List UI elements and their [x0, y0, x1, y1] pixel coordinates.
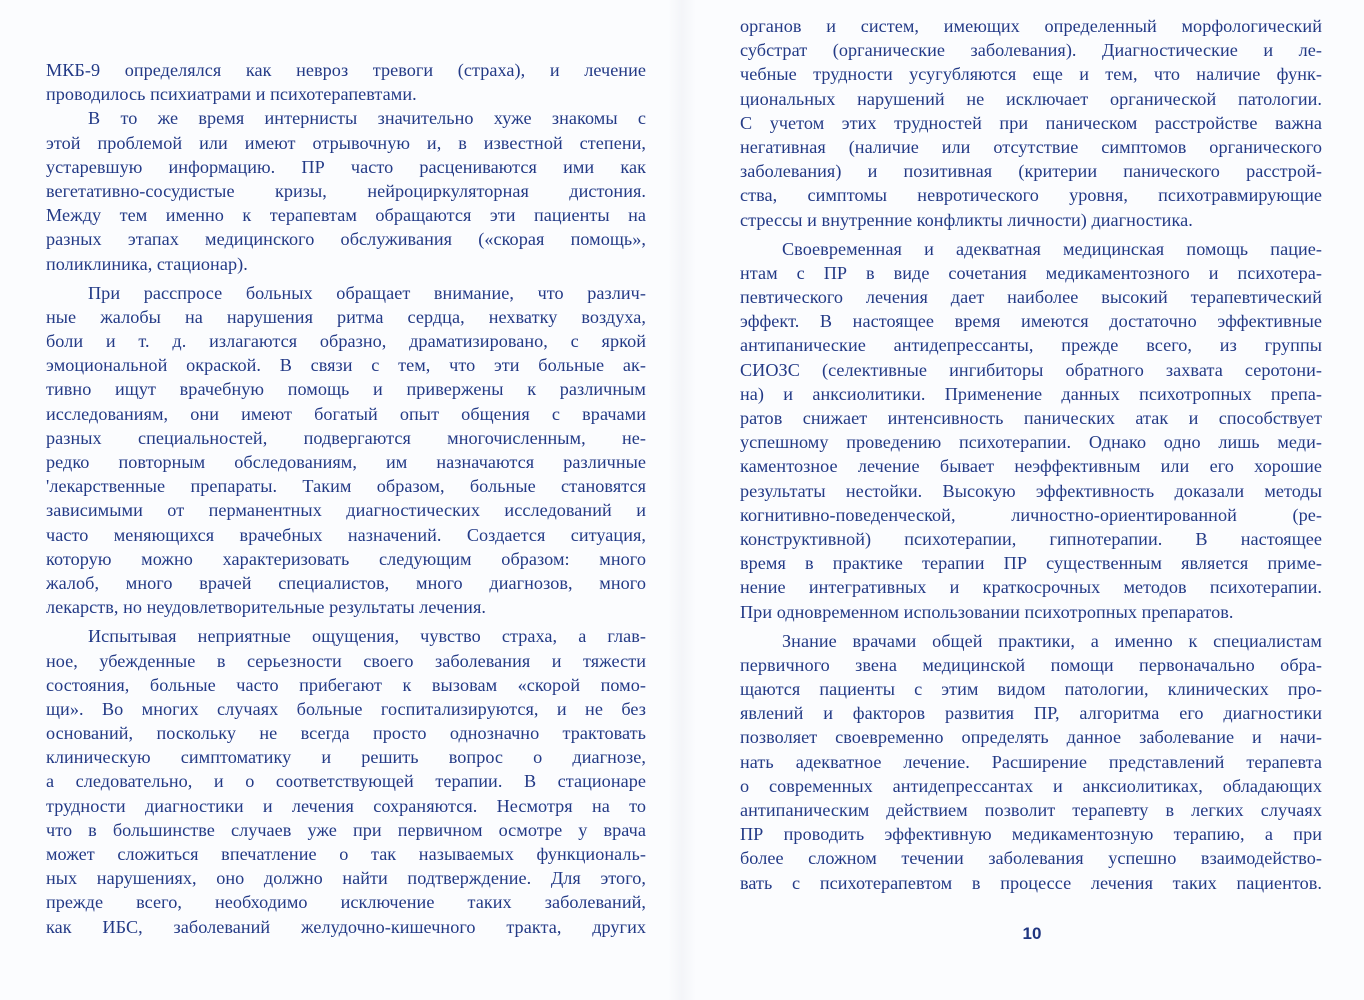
text-line: чебные трудности усугубляются еще и тем, что наличие функ- — [740, 64, 1322, 85]
text-line: может сложиться впечатление о так называемых функциональ- — [46, 844, 646, 864]
text-line: щаются пациенты с этим видом патологии, клинических про- — [740, 679, 1322, 700]
text-line: циональных нарушений не исключает органической патологии. — [740, 88, 1322, 109]
text-line: на) и анксиолитики. Применение данных психотропных препа- — [740, 383, 1322, 404]
text-line: оснований, поскольку не всегда просто однозначно трактовать — [46, 723, 646, 744]
text-line: жалоб, много врачей специалистов, много диагнозов, много — [46, 572, 646, 593]
text-line: часто меняющихся врачебных назначений. Создается ситуация, — [46, 524, 646, 545]
text-line: органов и систем, имеющих определенный морфологический — [740, 16, 1322, 36]
text-line: СИОЗС (селективные ингибиторы обратного захвата серотони- — [740, 359, 1322, 380]
text-line: боли и т. д. излагаются образно, драматизировано, с яркой — [46, 331, 646, 352]
text-line: трудности диагностики и лечения сохраняются. Несмотря на то — [46, 795, 646, 816]
text-line: поликлиника, стационар). — [46, 253, 248, 274]
text-line: что в большинстве случаев уже при первичном осмотре у врача — [46, 819, 646, 840]
text-line: более сложном течении заболевания успешно взаимодейство- — [740, 848, 1322, 869]
text-line: устаревшую информацию. ПР часто расцениваются ими как — [46, 156, 646, 177]
text-line: вать с психотерапевтом в процессе лечения таких пациентов. — [740, 872, 1322, 893]
text-line: первичного звена медицинской помощи первоначально обра- — [740, 654, 1322, 675]
text-line: МКБ-9 определялся как невроз тревоги (страха), и лечение — [46, 60, 646, 80]
text-line: Своевременная и адекватная медицинская помощь пацие- — [782, 238, 1322, 259]
text-line: редко повторным обследованиям, им назначаются различные — [46, 452, 646, 472]
text-line: При одновременном использовании психотропных препаратов. — [740, 601, 1234, 622]
text-line: Испытывая неприятные ощущения, чувство страха, а глав- — [88, 626, 646, 647]
text-line: Знание врачами общей практики, а именно к специалистам — [782, 630, 1322, 651]
text-line: проводилось психиатрами и психотерапевтами. — [46, 84, 417, 105]
text-line: ные жалобы на нарушения ритма сердца, нехватку воздуха, — [46, 306, 646, 327]
text-line: когнитивно-поведенческой, личностно-ориентированной (ре- — [740, 504, 1322, 525]
text-line: заболевания) и позитивная (критерии панического расстрой- — [740, 161, 1322, 182]
text-line: антипаническим действием позволит терапевту в легких случаях — [740, 800, 1322, 820]
text-line: ных нарушениях, оно должно найти подтверждение. Для этого, — [46, 868, 646, 889]
text-line: явлений и факторов развития ПР, алгоритма его диагностики — [740, 703, 1322, 724]
text-line: состояния, больные часто прибегают к вызовам «скорой помо- — [46, 674, 646, 695]
text-line: а следовательно, и о соответствующей терапии. В стационаре — [46, 771, 646, 792]
text-line: антипанические антидепрессанты, прежде всего, из группы — [740, 335, 1322, 356]
text-line: нтам с ПР в виде сочетания медикаментозного и психотера- — [740, 262, 1322, 283]
text-line: В то же время интернисты значительно хуже знакомы с — [88, 108, 646, 129]
text-line: С учетом этих трудностей при паническом расстройстве важна — [740, 112, 1322, 133]
text-line: ратов снижает интенсивность панических атак и способствует — [740, 408, 1322, 428]
text-line: нение интегративных и краткосрочных методов психотерапии. — [740, 577, 1322, 598]
text-line: нать адекватное лечение. Расширение представлений терапевта — [740, 751, 1322, 772]
text-line: вегетативно-сосудистые кризы, нейроциркуляторная дистония. — [46, 180, 646, 201]
text-line: Между тем именно к терапевтам обращаются эти пациенты на — [46, 205, 646, 226]
text-line: ПР проводить эффективную медикаментозную терапию, а при — [740, 824, 1322, 845]
text-line: стрессы и внутренние конфликты личности) диагностика. — [740, 209, 1193, 230]
text-line: время в практике терапии ПР существенным является приме- — [740, 553, 1322, 574]
text-line: позволяет своевременно определять данное заболевание и начи- — [740, 727, 1322, 748]
text-line: негативная (наличие или отсутствие симптомов органического — [740, 136, 1322, 157]
text-line: зависимыми от перманентных диагностических исследований и — [46, 500, 646, 521]
text-line: эмоциональной окраской. В связи с тем, что эти больные ак- — [46, 355, 646, 376]
text-line: эффект. В настоящее время имеются достаточно эффективные — [740, 311, 1322, 332]
text-line: разных специальностей, подвергаются многочисленным, не- — [46, 427, 646, 448]
text-line: клиническую симптоматику и решить вопрос о диагнозе, — [46, 747, 646, 768]
text-line: тивно ищут врачебную помощь и привержены к различным — [46, 379, 646, 400]
right-page — [682, 0, 1364, 1000]
text-line: результаты нестойки. Высокую эффективность доказали методы — [740, 480, 1322, 501]
text-line: каментозное лечение бывает неэффективным или его хорошие — [740, 456, 1322, 477]
text-line: этой проблемой или имеют отрывочную и, в известной степени, — [46, 132, 646, 153]
text-line: ства, симптомы невротического уровня, психотравмирующие — [740, 185, 1322, 206]
text-line: При расспросе больных обращает внимание, что различ- — [88, 282, 646, 303]
text-line: разных этапах медицинского обслуживания («скорая помощь», — [46, 229, 646, 250]
text-line: щи». Во многих случаях больные госпитализируются, и не без — [46, 698, 646, 719]
text-line: о современных антидепрессантах и анксиолитиках, обладающих — [740, 775, 1322, 796]
text-line: которую можно характеризовать следующим образом: много — [46, 548, 646, 569]
text-line: ное, убежденные в серьезности своего заболевания и тяжести — [46, 650, 646, 671]
page-number: 10 — [1022, 924, 1042, 943]
text-line: как ИБС, заболеваний желудочно-кишечного тракта, других — [46, 916, 646, 937]
text-line: успешному проведению психотерапии. Однако одно лишь меди- — [740, 432, 1322, 453]
text-line: певтического лечения дает наиболее высокий терапевтический — [740, 287, 1322, 308]
text-line: прежде всего, необходимо исключение таких заболеваний, — [46, 892, 646, 913]
text-line: 'лекарственные препараты. Таким образом, больные становятся — [46, 476, 646, 497]
text-line: конструктивной) психотерапии, гипнотерапии. В настоящее — [740, 528, 1322, 549]
text-line: исследованиям, они имеют богатый опыт общения с врачами — [46, 403, 646, 424]
text-line: лекарств, но неудовлетворительные результаты лечения. — [46, 597, 486, 618]
text-line: субстрат (органические заболевания). Диагностические и ле- — [740, 40, 1322, 61]
